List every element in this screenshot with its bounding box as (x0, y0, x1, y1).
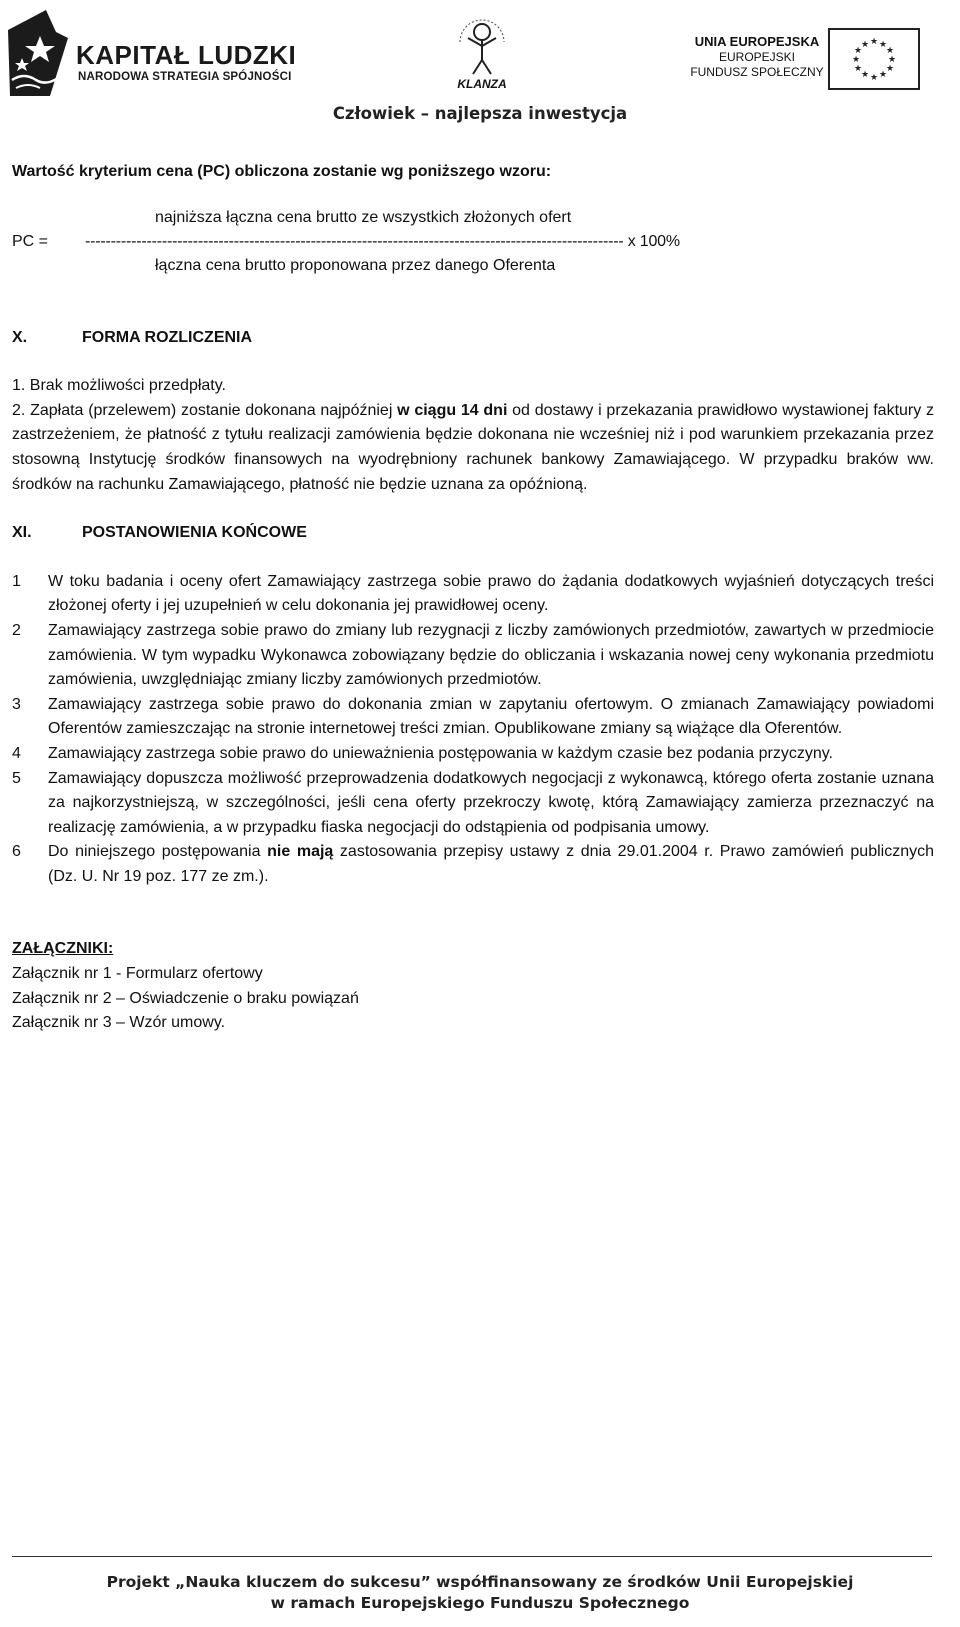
ue-efs-logo (688, 28, 928, 94)
svg-text:★: ★ (887, 54, 897, 64)
list-item (12, 693, 934, 742)
list-item-text: Zamawiający dopuszcza możliwość przeprowadzenia dodatkowych negocjacji z wykonawcą, którego oferta zostanie uznana za najkorzystniejszą, w szczególności, jeśli cena oferty przekroczy kwotę, którą Zamawiający zamierza przeznaczyć na realizację zamówienia, a w przypadku fiaska negocjacji do odstąpienia od podpisania umowy. (48, 769, 934, 836)
list-item (12, 840, 934, 889)
ue-text (688, 34, 826, 80)
svg-text:★: ★ (869, 72, 879, 82)
klanza-text: KLANZA (457, 77, 507, 91)
attachments-list (12, 962, 934, 1036)
section-x-title: FORMA ROZLICZENIA (82, 328, 253, 346)
list-item (12, 570, 934, 619)
svg-text:★: ★ (885, 63, 895, 73)
section-xi-number: XI. (12, 524, 32, 542)
formula-numerator: najniższa łączna cena brutto ze wszystkich złożonych ofert (155, 208, 572, 226)
section-xi-heading (12, 521, 934, 546)
section-x-number: X. (12, 328, 28, 346)
list-item-number: 6 (12, 843, 21, 861)
list-item-number: 5 (12, 769, 21, 787)
eu-flag-icon (828, 28, 920, 90)
kapital-ludzki-emblem-icon (6, 8, 72, 100)
klanza-figure-icon (452, 2, 512, 80)
ue-line3: FUNDUSZ SPOŁECZNY (690, 65, 824, 79)
svg-text:★: ★ (860, 39, 870, 49)
list-item-text: Zamawiający zastrzega sobie prawo do unieważnienia postępowania w każdym czasie bez podania przyczyny. (48, 744, 833, 762)
list-item (12, 767, 934, 841)
svg-text:★: ★ (885, 45, 895, 55)
list-item (12, 619, 934, 693)
header-slogan: Człowiek – najlepsza inwestycja (332, 104, 628, 123)
attachments-heading: ZAŁĄCZNIKI: (12, 940, 114, 958)
list-item-text: Zamawiający zastrzega sobie prawo do zmiany lub rezygnacji z liczby zamówionych przedmiotów, zawartych w przedmiocie zamówienia. W tym wypadku Wykonawca zobowiązany będzie do obliczania i wskazania nowej ceny wykonania przedmiotu zamówienia, uwzględniając zmiany liczby zamówionych przedmiotów. (48, 621, 934, 689)
criterion-heading: Wartość kryterium cena (PC) obliczona zostanie wg poniższego wzoru: (12, 163, 552, 180)
list-item-text-bold: nie mają (267, 843, 334, 861)
list-item-number: 4 (12, 744, 21, 762)
svg-text:★: ★ (853, 63, 863, 73)
svg-text:★: ★ (860, 69, 870, 79)
list-item-text-a: Do niniejszego postępowania (48, 843, 268, 861)
list-item-text: W toku badania i oceny ofert Zamawiający zastrzega sobie prawo do żądania dodatkowych wyjaśnień dotyczących treści złożonej oferty i jej uzupełnień w celu dokonania jej prawidłowej oceny. (48, 572, 934, 615)
section-x-item-2-text-b: od dostawy i przekazania prawidłowo wystawionej faktury z zastrzeżeniem, że płatność z tytułu realizacji zamówienia będzie dokonana nie wcześniej niż i pod warunkiem przekazania przez stosowną Instytucję środków finansowych na wyodrębniony rachunek bankowy Zamawiającego. W przypadku braków ww. środków na rachunku Zamawiającego, płatność nie będzie uznana za opóźnioną. (12, 401, 934, 493)
section-xi-title: POSTANOWIENIA KOŃCOWE (82, 524, 307, 542)
footer-line2: w ramach Europejskiego Funduszu Społecznego (270, 1594, 690, 1612)
formula-denominator: łączna cena brutto proponowana przez danego Oferenta (155, 256, 556, 274)
document-body (12, 160, 934, 1036)
attachment-item: Załącznik nr 2 – Oświadczenie o braku powiązań (12, 989, 359, 1007)
section-x-heading (12, 326, 934, 351)
section-x-item-2-bold: w ciągu 14 dni (397, 401, 508, 419)
section-x-item-2 (12, 399, 934, 497)
kapital-ludzki-title: KAPITAŁ LUDZKI (76, 40, 297, 70)
attachment-item: Załącznik nr 1 - Formularz ofertowy (12, 965, 263, 983)
formula-fraction-line: --------------------------------------------------------------------------------------------------------- x 100% (85, 232, 680, 250)
list-item-number: 3 (12, 695, 21, 713)
footer-text (0, 1572, 960, 1614)
price-formula (12, 206, 934, 302)
svg-text:★: ★ (878, 39, 888, 49)
svg-text:★: ★ (853, 45, 863, 55)
footer-divider (12, 1556, 932, 1557)
eu-stars-icon (830, 30, 918, 88)
list-item-text-b: zastosowania przepisy ustawy z dnia 29.01.2004 r. Prawo zamówień publicznych (Dz. U. Nr 19 poz. 177 ze zm.). (48, 843, 934, 885)
kapital-ludzki-subtitle: NARODOWA STRATEGIA SPÓJNOŚCI (78, 71, 292, 83)
section-x-item-1: 1. Brak możliwości przedpłaty. (12, 377, 226, 395)
list-item-text: Zamawiający zastrzega sobie prawo do dokonania zmian w zapytaniu ofertowym. O zmianach Zamawiający powiadomi Oferentów zamieszczając na stronie internetowej treści zmian. Opublikowane zmiany są wiążące dla Oferentów. (48, 695, 934, 738)
svg-text:★: ★ (851, 54, 861, 64)
ue-line2: EUROPEJSKI (718, 50, 796, 64)
section-xi-list (12, 570, 934, 890)
attachment-item: Załącznik nr 3 – Wzór umowy. (12, 1014, 226, 1032)
ue-line1: UNIA EUROPEJSKA (694, 34, 820, 49)
svg-text:★: ★ (878, 69, 888, 79)
section-x-item-2-text-a: 2. Zapłata (przelewem) zostanie dokonana najpóźniej (12, 401, 398, 419)
list-item-number: 1 (12, 572, 21, 590)
section-x-body (12, 374, 934, 497)
formula-pc-label: PC = (12, 232, 49, 250)
svg-text:★: ★ (869, 36, 879, 46)
list-item (12, 742, 934, 767)
list-item-number: 2 (12, 621, 21, 639)
klanza-logo (452, 2, 512, 94)
footer-line1: Projekt „Nauka kluczem do sukcesu” współfinansowany ze środków Unii Europejskiej (106, 1573, 854, 1591)
list-item-text (48, 840, 934, 889)
kapital-ludzki-logo (6, 8, 306, 100)
page-header (0, 0, 960, 130)
